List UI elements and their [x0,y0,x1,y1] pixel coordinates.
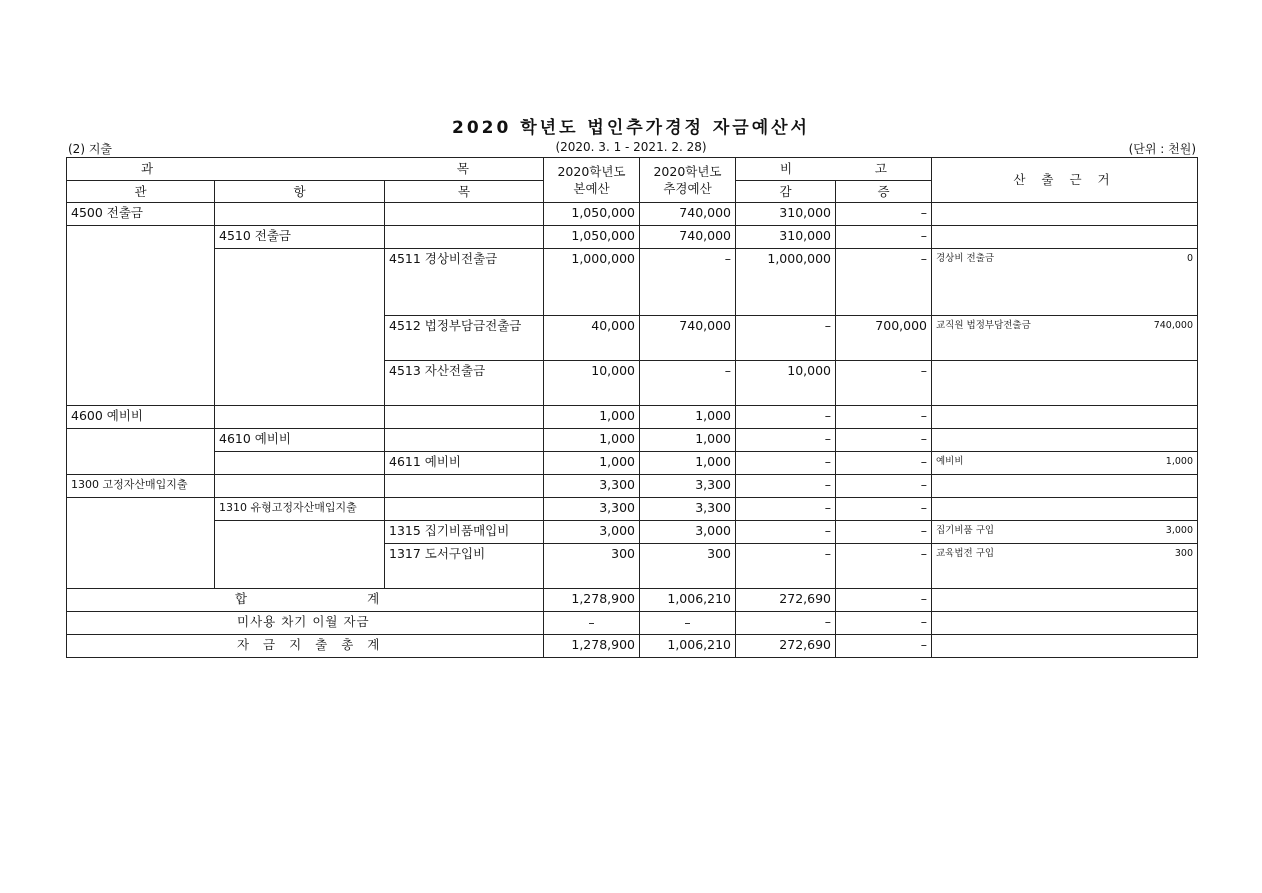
header-increase: 증 [836,181,932,203]
basis-note: 경상비 전출금 0 [936,253,1193,264]
header-decrease: 감 [736,181,836,203]
table-row: 4510 전출금 1,050,000 740,000 310,000 – [67,226,1198,249]
section-label: (2) 지출 [68,142,112,156]
sum-row: 합 계 1,278,900 1,006,210 272,690 – [67,589,1198,612]
document-title: 2020 학년도 법인추가경정 자금예산서 [452,118,810,138]
table-row: 4611 예비비 1,000 1,000 – – 예비비 1,000 [67,452,1198,475]
basis-note: 예비비 1,000 [936,456,1193,467]
table-row: 1310 유형고정자산매입지출 3,300 3,300 – – [67,498,1198,521]
table-row: 1315 집기비품매입비 3,000 3,000 – – 집기비품 구입 3,000 [67,521,1198,544]
header-orig-budget: 2020학년도 본예산 [544,158,640,203]
period-label: (2020. 3. 1 - 2021. 2. 28) [555,140,707,154]
budget-table [66,157,1198,658]
header-mok: 목 [385,181,544,203]
header-mok-top: 목 [456,161,469,176]
header-basis: 산 출 근 거 [932,158,1198,203]
header-supp-budget: 2020학년도 추경예산 [640,158,736,203]
table-row: 4500 전출금 1,050,000 740,000 310,000 – [67,203,1198,226]
carryover-row: 미사용 차기 이월 자금 – – – – [67,612,1198,635]
basis-note: 교육법전 구입 300 [936,548,1193,559]
table-row: 4511 경상비전출금 1,000,000 – 1,000,000 – 경상비 전출금 0 [67,249,1198,316]
table-row: 4610 예비비 1,000 1,000 – – [67,429,1198,452]
header-gwa-mok [67,158,544,181]
header-gwan: 관 [67,181,215,203]
header-gwa: 과 [141,161,154,176]
table-row: 4512 법정부담금전출금 40,000 740,000 – 700,000 교직원 법정부담전출금 740,000 [67,316,1198,361]
total-row: 자 금 지 출 총 계 1,278,900 1,006,210 272,690 – [67,635,1198,658]
table-row: 4513 자산전출금 10,000 – 10,000 – [67,361,1198,406]
table-row: 1300 고정자산매입지출 3,300 3,300 – – [67,475,1198,498]
header-bigo: 비 고 [736,158,932,181]
unit-label: (단위 : 천원) [1128,142,1196,156]
basis-note: 교직원 법정부담전출금 740,000 [936,320,1193,331]
header-hang: 항 [215,181,385,203]
table-row: 1317 도서구입비 300 300 – – 교육법전 구입 300 [67,544,1198,589]
table-row: 4600 예비비 1,000 1,000 – – [67,406,1198,429]
header-row-1 [67,158,1198,181]
basis-note: 집기비품 구입 3,000 [936,525,1193,536]
